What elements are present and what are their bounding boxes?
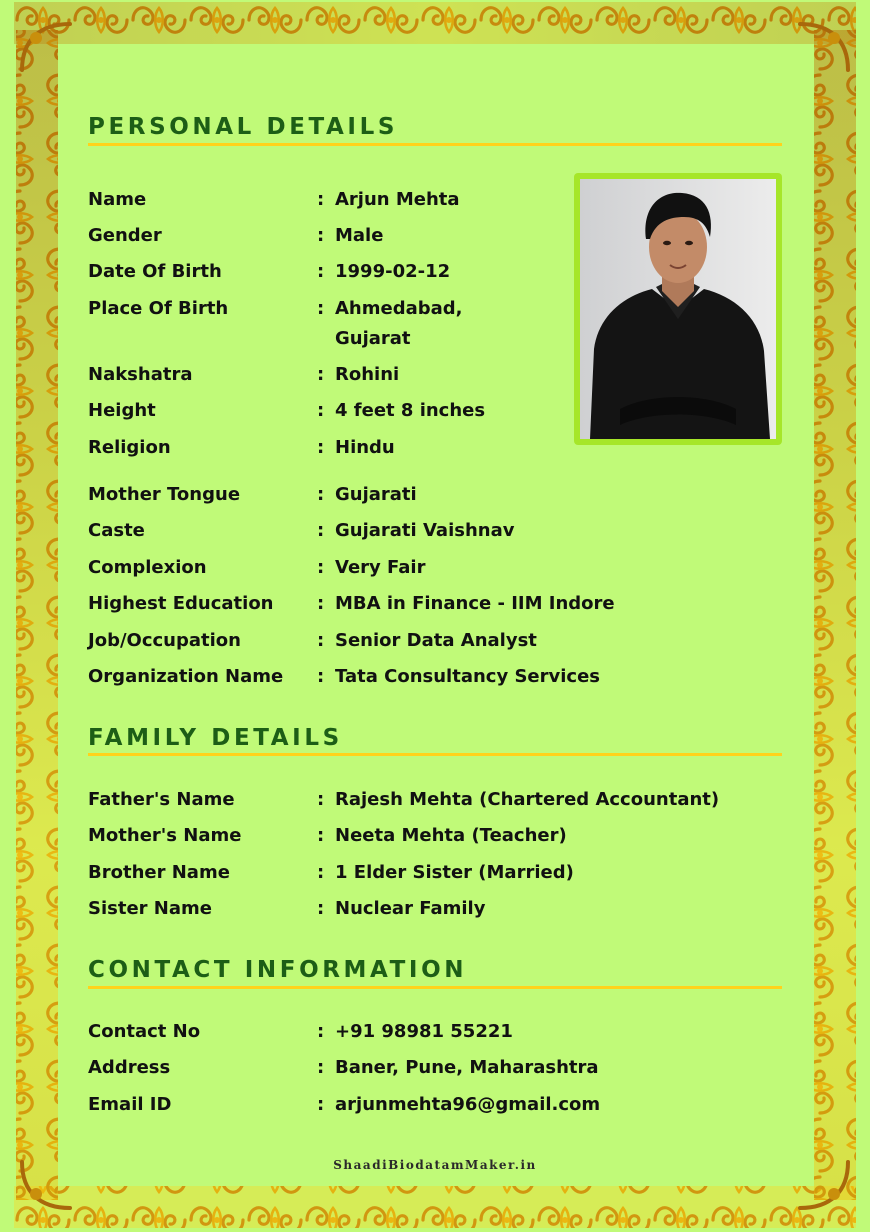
row-separator: : bbox=[317, 557, 325, 578]
row-value: 4 feet 8 inches bbox=[335, 400, 486, 421]
row-sister-name bbox=[88, 894, 768, 924]
section-rule-contact bbox=[88, 986, 782, 989]
row-label: Brother Name bbox=[88, 862, 230, 883]
row-value: Rohini bbox=[335, 364, 400, 385]
row-value: Arjun Mehta bbox=[335, 189, 460, 210]
row-separator: : bbox=[317, 862, 325, 883]
row-fathers-name bbox=[88, 785, 768, 815]
row-label: Address bbox=[88, 1057, 171, 1078]
row-organization-name bbox=[88, 662, 768, 692]
row-separator: : bbox=[317, 789, 325, 810]
row-contact-no bbox=[88, 1017, 768, 1047]
row-separator: : bbox=[317, 1021, 325, 1042]
row-separator: : bbox=[317, 898, 325, 919]
row-brother-name bbox=[88, 858, 768, 888]
row-value: Ahmedabad, Gujarat bbox=[335, 298, 463, 349]
row-separator: : bbox=[317, 1057, 325, 1078]
row-separator: : bbox=[317, 666, 325, 687]
row-value: 1 Elder Sister (Married) bbox=[335, 862, 574, 883]
profile-photo bbox=[580, 179, 776, 439]
row-label: Caste bbox=[88, 520, 145, 541]
footer-credit: ShaadiBiodatamMaker.in bbox=[333, 1158, 537, 1172]
row-separator: : bbox=[317, 630, 325, 651]
row-value: Male bbox=[335, 225, 384, 246]
row-separator: : bbox=[317, 1094, 325, 1115]
row-separator: : bbox=[317, 298, 325, 319]
row-separator: : bbox=[317, 261, 325, 282]
row-label: Organization Name bbox=[88, 666, 284, 687]
row-value: Rajesh Mehta (Chartered Accountant) bbox=[335, 789, 720, 810]
row-value: Very Fair bbox=[335, 557, 426, 578]
row-value: Nuclear Family bbox=[335, 898, 486, 919]
row-value: Neeta Mehta (Teacher) bbox=[335, 825, 567, 846]
row-label: Place Of Birth bbox=[88, 298, 229, 319]
section-title-personal-details: PERSONAL DETAILS bbox=[88, 114, 398, 140]
row-separator: : bbox=[317, 189, 325, 210]
row-job-occupation bbox=[88, 626, 768, 656]
row-separator: : bbox=[317, 825, 325, 846]
row-label: Mother Tongue bbox=[88, 484, 241, 505]
row-label: Name bbox=[88, 189, 147, 210]
row-value: Baner, Pune, Maharashtra bbox=[335, 1057, 599, 1078]
section-title-contact-information: CONTACT INFORMATION bbox=[88, 957, 468, 983]
row-value: Tata Consultancy Services bbox=[335, 666, 600, 687]
row-label: Nakshatra bbox=[88, 364, 193, 385]
row-separator: : bbox=[317, 225, 325, 246]
row-value: Gujarati bbox=[335, 484, 417, 505]
row-separator: : bbox=[317, 520, 325, 541]
row-label: Religion bbox=[88, 437, 171, 458]
row-separator: : bbox=[317, 484, 325, 505]
row-value: +91 98981 55221 bbox=[335, 1021, 513, 1042]
row-separator: : bbox=[317, 593, 325, 614]
row-label: Email ID bbox=[88, 1094, 172, 1115]
row-mothers-name bbox=[88, 821, 768, 851]
row-label: Highest Education bbox=[88, 593, 274, 614]
row-value: Senior Data Analyst bbox=[335, 630, 537, 651]
row-label: Gender bbox=[88, 225, 162, 246]
row-label: Contact No bbox=[88, 1021, 201, 1042]
row-highest-education bbox=[88, 589, 768, 619]
row-label: Height bbox=[88, 400, 156, 421]
row-separator: : bbox=[317, 400, 325, 421]
row-separator: : bbox=[317, 364, 325, 385]
row-label: Complexion bbox=[88, 557, 207, 578]
profile-photo-frame bbox=[574, 173, 782, 445]
row-separator: : bbox=[317, 437, 325, 458]
row-label: Date Of Birth bbox=[88, 261, 222, 282]
row-value: 1999-02-12 bbox=[335, 261, 451, 282]
section-title-family-details: FAMILY DETAILS bbox=[88, 725, 343, 751]
row-label: Father's Name bbox=[88, 789, 235, 810]
row-address bbox=[88, 1053, 768, 1083]
row-label: Mother's Name bbox=[88, 825, 242, 846]
row-label: Sister Name bbox=[88, 898, 212, 919]
section-rule-personal bbox=[88, 143, 782, 146]
row-label: Job/Occupation bbox=[88, 630, 241, 651]
row-value: MBA in Finance - IIM Indore bbox=[335, 593, 615, 614]
row-mother-tongue bbox=[88, 480, 768, 510]
row-caste bbox=[88, 516, 768, 546]
row-complexion bbox=[88, 553, 768, 583]
row-value: arjunmehta96@gmail.com bbox=[335, 1094, 601, 1115]
row-email-id bbox=[88, 1090, 768, 1120]
row-value: Gujarati Vaishnav bbox=[335, 520, 515, 541]
row-value: Hindu bbox=[335, 437, 395, 458]
section-rule-family bbox=[88, 753, 782, 756]
